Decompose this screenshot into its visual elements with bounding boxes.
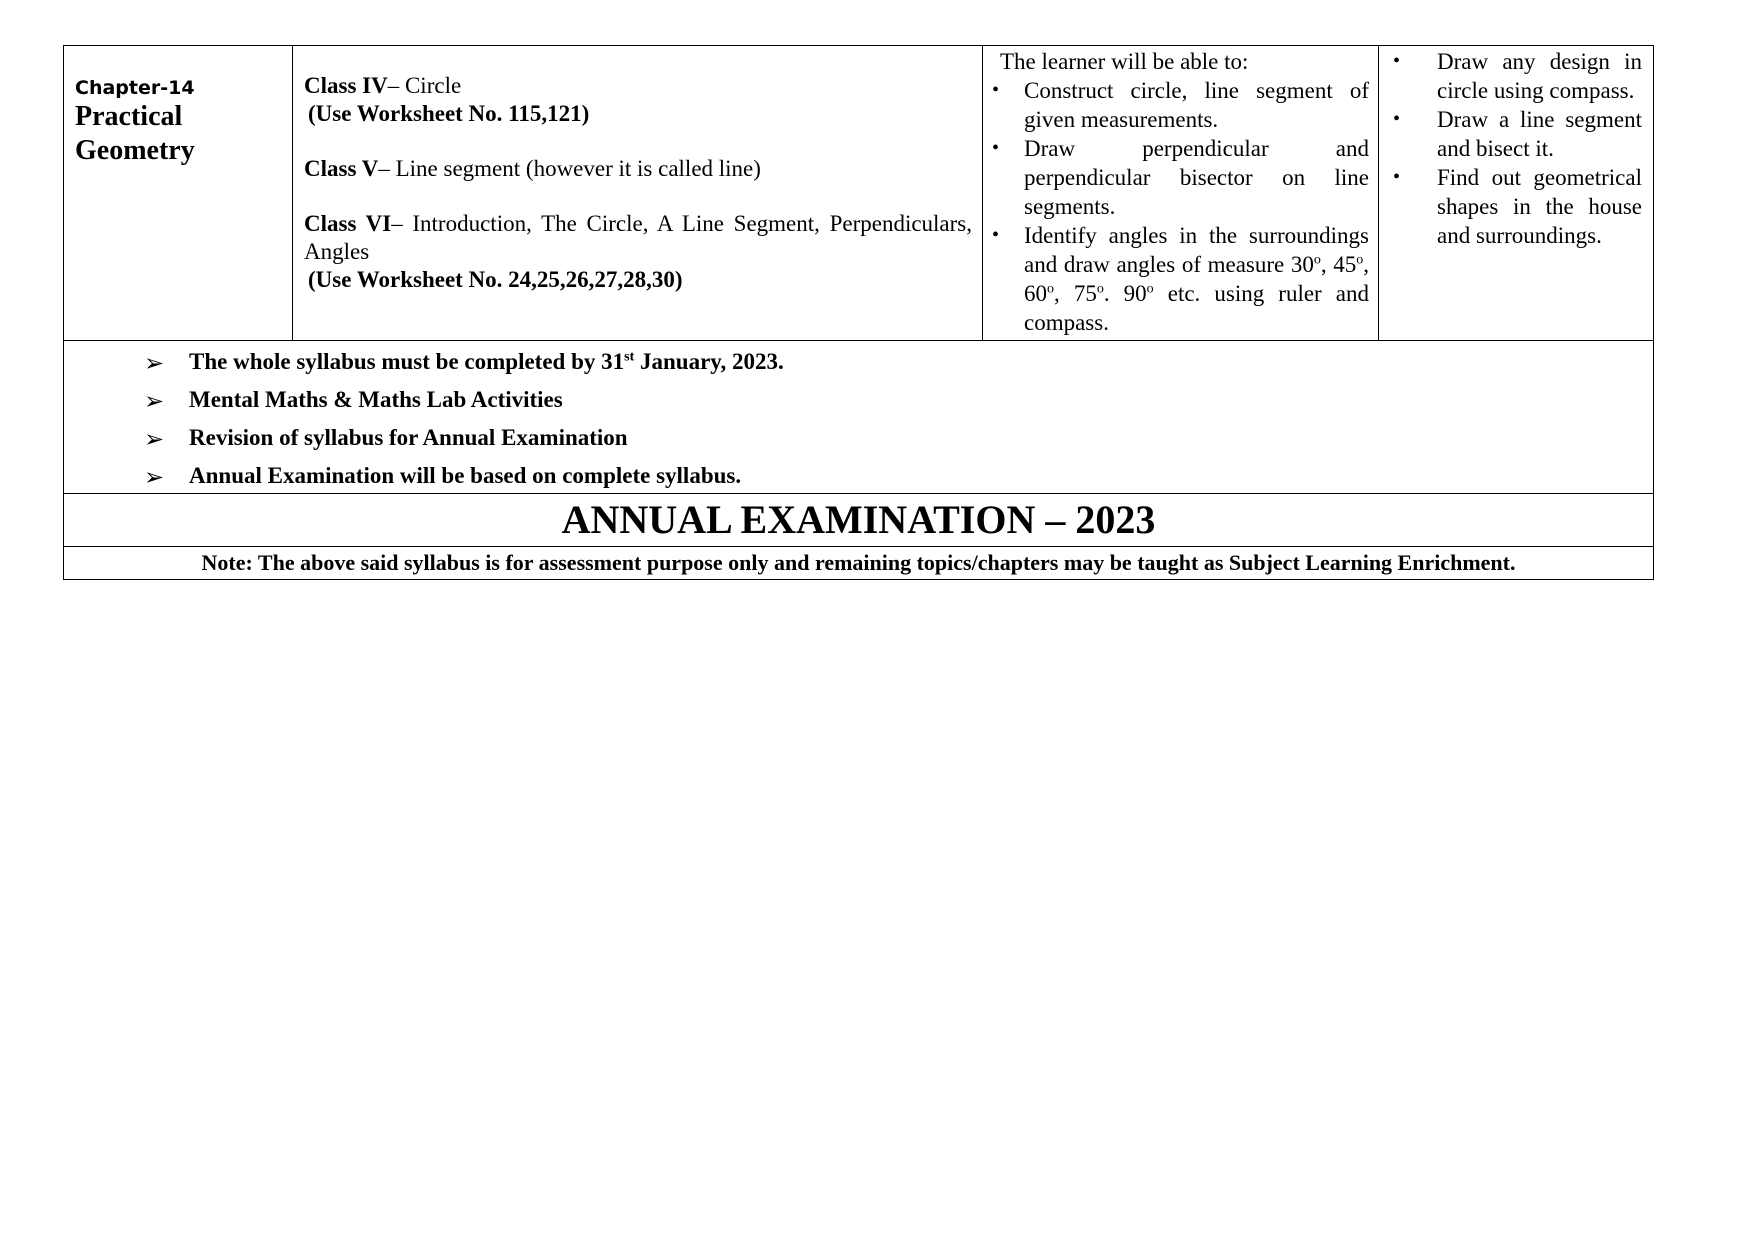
annual-row xyxy=(64,494,1654,547)
class6-label: Class VI xyxy=(304,211,392,236)
class6-worksheet: (Use Worksheet No. 24,25,26,27,28,30) xyxy=(308,267,683,292)
bullet-icon: • xyxy=(1393,50,1401,72)
activities-cell xyxy=(1379,46,1654,341)
activities-list xyxy=(1390,47,1642,250)
class4-block xyxy=(304,72,972,128)
chapter-title-line1: Practical xyxy=(75,101,183,132)
arrow-bullet-icon: ➢ xyxy=(144,387,165,415)
chapter-cell xyxy=(64,46,293,341)
arrow-bullet-icon: ➢ xyxy=(144,425,165,453)
outcome-item: • Identify angles in the surroundings and draw angles of measure 30$^o$, 45$^o$, 60$^o$, 75$^o$. 90$^o$ etc. using ruler and compass. xyxy=(992,223,1370,335)
class4-worksheet: (Use Worksheet No. 115,121) xyxy=(308,101,590,126)
class6-block xyxy=(304,210,972,294)
activity-item: • Draw a line segment and bisect it. xyxy=(1393,107,1642,161)
activity-item: • Find out geometrical shapes in the house and surroundings. xyxy=(1393,165,1642,248)
class6-text: – Introduction, The Circle, A Line Segment, Perpendiculars, Angles xyxy=(304,211,973,264)
annual-examination-heading: ANNUAL EXAMINATION – 2023 xyxy=(64,494,1654,547)
syllabus-table xyxy=(63,45,1654,580)
chapter-title-line2: Geometry xyxy=(75,135,195,166)
content-cell xyxy=(293,46,983,341)
note-line: ➢ Annual Examination will be based on complete syllabus. xyxy=(144,463,742,491)
bullet-icon: • xyxy=(992,137,1000,159)
chapter-number: Chapter-14 xyxy=(75,77,195,99)
class5-text: – Line segment (however it is called line) xyxy=(378,156,761,181)
bullet-icon: • xyxy=(1393,166,1401,188)
class5-label: Class V xyxy=(304,156,379,181)
outcome-item: • Construct circle, line segment of given measurements. xyxy=(992,78,1369,132)
arrow-bullet-icon: ➢ xyxy=(144,349,165,377)
notes-row xyxy=(64,341,1654,494)
class4-label: Class IV xyxy=(304,73,388,98)
footer-note-row xyxy=(64,547,1654,580)
chapter-row xyxy=(64,46,1654,341)
footer-note: Note: The above said syllabus is for assessment purpose only and remaining topics/chapters may be taught as Subject Learning Enrichment. xyxy=(64,547,1654,580)
note-line: ➢ Mental Maths & Maths Lab Activities xyxy=(144,387,563,415)
bullet-icon: • xyxy=(992,224,1000,246)
notes-cell xyxy=(64,341,1654,494)
note-line: ➢ Revision of syllabus for Annual Examination xyxy=(144,425,628,453)
outcomes-intro: The learner will be able to: xyxy=(1000,49,1249,74)
note-line: ➢ The whole syllabus must be completed by 31st January, 2023. xyxy=(144,349,784,377)
bullet-icon: • xyxy=(1393,108,1401,130)
syllabus-page xyxy=(63,45,1653,580)
outcome-item: • Draw perpendicular and perpendicular bisector on line segments. xyxy=(992,136,1369,219)
arrow-bullet-icon: ➢ xyxy=(144,463,165,491)
bullet-icon: • xyxy=(992,79,1000,101)
activity-item: • Draw any design in circle using compass. xyxy=(1393,49,1642,103)
class5-block xyxy=(304,155,972,183)
class4-text: – Circle xyxy=(387,73,462,98)
outcomes-list xyxy=(989,76,1369,337)
learning-outcomes-cell xyxy=(983,46,1379,341)
